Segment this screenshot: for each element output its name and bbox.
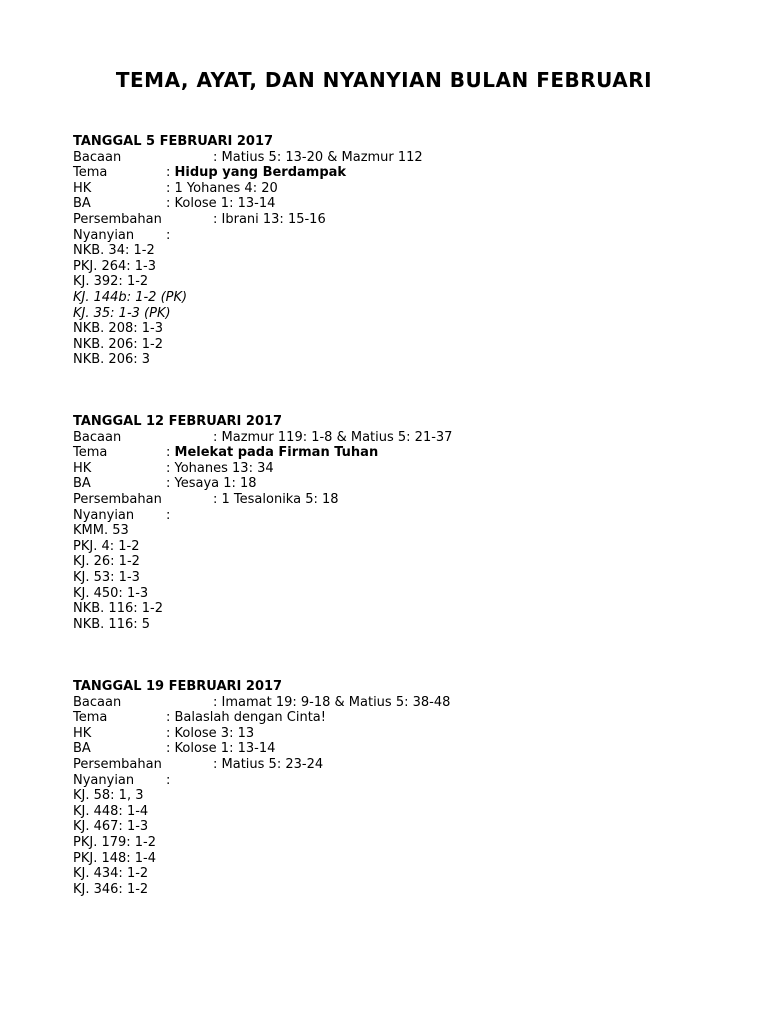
tema-colon: :	[166, 445, 175, 461]
ba-value: : Kolose 1: 13-14	[166, 196, 276, 212]
bacaan-value: : Mazmur 119: 1-8 & Matius 5: 21-37	[213, 429, 453, 445]
song-item: KJ. 58: 1, 3	[73, 788, 144, 804]
nyanyian-row	[73, 773, 713, 789]
hk-value: : Yohanes 13: 34	[166, 460, 274, 476]
tema-label: Tema	[73, 165, 108, 181]
song-item: NKB. 116: 1-2	[73, 601, 163, 617]
song-item: KJ. 346: 1-2	[73, 881, 149, 897]
nyanyian-label: Nyanyian	[73, 772, 135, 788]
song-item: KJ. 53: 1-3	[73, 569, 140, 585]
ba-label: BA	[73, 476, 91, 492]
tema-value: : Balaslah dengan Cinta!	[166, 710, 326, 726]
song-item: KJ. 144b: 1-2 (PK)	[73, 289, 188, 305]
tema-value-wrap	[166, 165, 346, 181]
song-item: PKJ. 264: 1-3	[73, 258, 157, 274]
section-heading: TANGGAL 12 FEBRUARI 2017	[73, 414, 283, 429]
tema-label: Tema	[73, 710, 108, 726]
song-item: KMM. 53	[73, 523, 129, 539]
song-item: KJ. 450: 1-3	[73, 585, 149, 601]
hk-label: HK	[73, 460, 92, 476]
nyanyian-label: Nyanyian	[73, 507, 135, 523]
song-item: NKB. 206: 3	[73, 352, 151, 368]
tema-row	[73, 710, 713, 726]
tema-value: Melekat pada Firman Tuhan	[174, 445, 379, 461]
ba-label: BA	[73, 741, 91, 757]
tema-colon: :	[166, 165, 175, 181]
persembahan-row	[73, 212, 713, 228]
tema-value-wrap	[166, 445, 378, 461]
song-item: NKB. 116: 5	[73, 616, 151, 632]
hk-row	[73, 461, 713, 477]
persembahan-label: Persembahan	[73, 211, 162, 227]
hk-row	[73, 726, 713, 742]
tema-row	[73, 165, 713, 181]
persembahan-value: : Ibrani 13: 15-16	[213, 211, 326, 227]
hk-label: HK	[73, 180, 92, 196]
song-item: PKJ. 179: 1-2	[73, 834, 157, 850]
section-19-februari	[73, 679, 713, 897]
ba-value: : Kolose 1: 13-14	[166, 741, 276, 757]
section-heading: TANGGAL 19 FEBRUARI 2017	[73, 679, 283, 694]
hk-label: HK	[73, 725, 92, 741]
nyanyian-colon: :	[166, 772, 171, 788]
song-item: PKJ. 4: 1-2	[73, 538, 140, 554]
nyanyian-colon: :	[166, 227, 171, 243]
song-item: KJ. 467: 1-3	[73, 819, 149, 835]
bacaan-label: Bacaan	[73, 429, 122, 445]
song-item: KJ. 434: 1-2	[73, 866, 149, 882]
ba-label: BA	[73, 196, 91, 212]
persembahan-label: Persembahan	[73, 756, 162, 772]
section-heading: TANGGAL 5 FEBRUARI 2017	[73, 134, 274, 149]
nyanyian-row	[73, 508, 713, 524]
song-item: NKB. 34: 1-2	[73, 243, 155, 259]
tema-label: Tema	[73, 445, 108, 461]
hk-row	[73, 181, 713, 197]
persembahan-row	[73, 757, 713, 773]
ba-row	[73, 741, 713, 757]
bacaan-row	[73, 430, 713, 446]
document-title: TEMA, AYAT, DAN NYANYIAN BULAN FEBRUARI	[115, 68, 653, 92]
nyanyian-row	[73, 228, 713, 244]
ba-row	[73, 196, 713, 212]
section-12-februari	[73, 414, 713, 632]
song-item: PKJ. 148: 1-4	[73, 850, 157, 866]
bacaan-label: Bacaan	[73, 149, 122, 165]
bacaan-row	[73, 695, 713, 711]
tema-row	[73, 445, 713, 461]
tema-value: Hidup yang Berdampak	[174, 165, 347, 181]
bacaan-value: : Imamat 19: 9-18 & Matius 5: 38-48	[213, 694, 451, 710]
nyanyian-colon: :	[166, 507, 171, 523]
hk-value: : Kolose 3: 13	[166, 725, 255, 741]
bacaan-row	[73, 150, 713, 166]
song-item: KJ. 26: 1-2	[73, 554, 140, 570]
song-item: KJ. 448: 1-4	[73, 803, 149, 819]
persembahan-row	[73, 492, 713, 508]
song-item: KJ. 392: 1-2	[73, 274, 149, 290]
song-item: NKB. 208: 1-3	[73, 321, 163, 337]
song-item: KJ. 35: 1-3 (PK)	[73, 305, 171, 321]
section-5-februari	[73, 134, 713, 368]
nyanyian-label: Nyanyian	[73, 227, 135, 243]
bacaan-label: Bacaan	[73, 694, 122, 710]
bacaan-value: : Matius 5: 13-20 & Mazmur 112	[213, 149, 423, 165]
ba-value: : Yesaya 1: 18	[166, 476, 257, 492]
ba-row	[73, 476, 713, 492]
persembahan-value: : 1 Tesalonika 5: 18	[213, 491, 339, 507]
hk-value: : 1 Yohanes 4: 20	[166, 180, 278, 196]
persembahan-label: Persembahan	[73, 491, 162, 507]
persembahan-value: : Matius 5: 23-24	[213, 756, 324, 772]
song-item: NKB. 206: 1-2	[73, 336, 163, 352]
